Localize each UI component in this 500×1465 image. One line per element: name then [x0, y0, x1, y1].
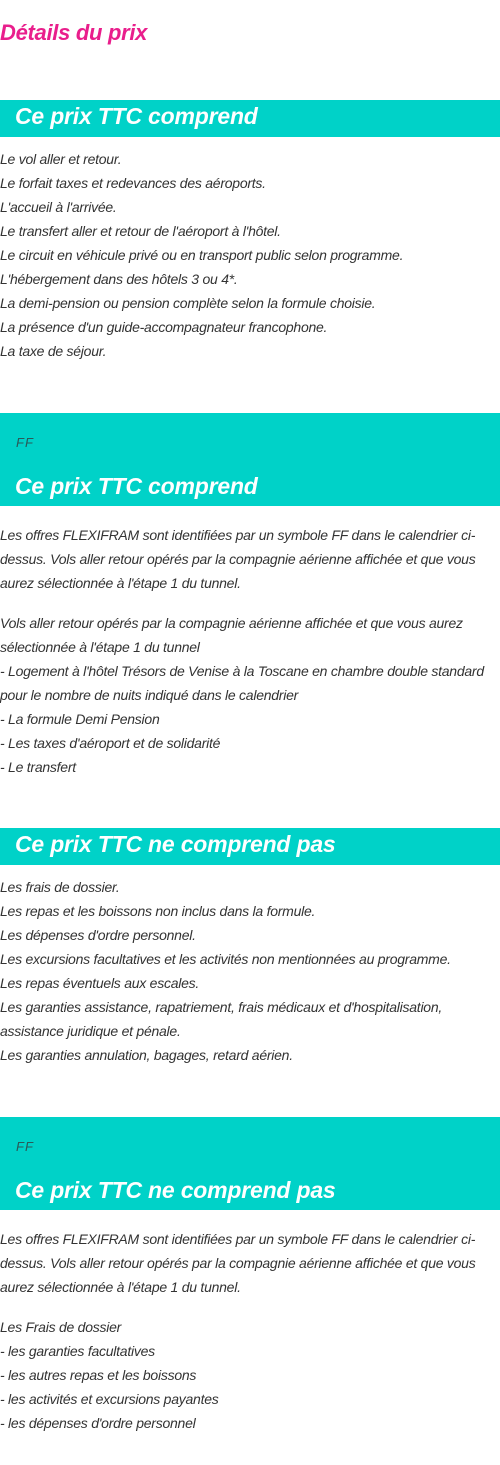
list-item: - les autres repas et les boissons: [0, 1367, 197, 1383]
list-item: L'hébergement dans des hôtels 3 ou 4*.: [0, 271, 238, 287]
ff-symbol: FF: [16, 1139, 34, 1154]
list-item: L'accueil à l'arrivée.: [0, 199, 117, 215]
ff-included-list: [0, 611, 500, 779]
section-header-band: [0, 1117, 500, 1210]
list-item: Le transfert aller et retour de l'aéroport à l'hôtel.: [0, 223, 281, 239]
section-header-band: [0, 828, 500, 865]
list-item: - les activités et excursions payantes: [0, 1391, 219, 1407]
list-item: Vols aller retour opérés par la compagnie aérienne affichée et que vous aurez sélectionnée à l'étape 1 du tunnel: [0, 615, 463, 655]
section-header-band: [0, 413, 500, 506]
ff-intro-text: Les offres FLEXIFRAM sont identifiées par un symbole FF dans le calendrier ci-dessus. Vols aller retour opérés par la compagnie aérienne affichée et que vous aurez sélectionnée à l'étape 1 du tunnel.: [0, 527, 476, 591]
list-item: Les dépenses d'ordre personnel.: [0, 927, 196, 943]
ff-intro-text: Les offres FLEXIFRAM sont identifiées par un symbole FF dans le calendrier ci-dessus. Vols aller retour opérés par la compagnie aérienne affichée et que vous aurez sélectionnée à l'étape 1 du tunnel.: [0, 1231, 476, 1295]
list-item: Les Frais de dossier: [0, 1319, 122, 1335]
list-item: La taxe de séjour.: [0, 343, 107, 359]
not-included-list: [0, 875, 500, 1067]
list-item: - Logement à l'hôtel Trésors de Venise à la Toscane en chambre double standard pour le nombre de nuits indiqué dans le calendrier: [0, 663, 484, 703]
section-heading: Ce prix TTC comprend: [15, 103, 258, 129]
list-item: - les dépenses d'ordre personnel: [0, 1415, 196, 1431]
list-item: Les garanties annulation, bagages, retard aérien.: [0, 1047, 293, 1063]
list-item: Le forfait taxes et redevances des aéroports.: [0, 175, 266, 191]
list-item: - Le transfert: [0, 759, 76, 775]
page-title: Détails du prix: [0, 20, 148, 45]
list-item: Le vol aller et retour.: [0, 151, 122, 167]
section-ff-included: [0, 413, 500, 779]
section-header-band: [0, 100, 500, 137]
list-item: - les garanties facultatives: [0, 1343, 155, 1359]
list-item: Le circuit en véhicule privé ou en transport public selon programme.: [0, 247, 404, 263]
section-heading: Ce prix TTC comprend: [15, 473, 258, 499]
list-item: Les repas et les boissons non inclus dans la formule.: [0, 903, 316, 919]
list-item: - La formule Demi Pension: [0, 711, 160, 727]
section-ff-not-included: [0, 1117, 500, 1435]
section-not-included: [0, 828, 500, 1067]
section-heading: Ce prix TTC ne comprend pas: [15, 831, 336, 857]
list-item: Les excursions facultatives et les activités non mentionnées au programme.: [0, 951, 451, 967]
ff-not-included-list: [0, 1315, 500, 1435]
list-item: Les repas éventuels aux escales.: [0, 975, 200, 991]
ff-symbol: FF: [16, 435, 34, 450]
section-heading: Ce prix TTC ne comprend pas: [15, 1177, 336, 1203]
list-item: La demi-pension ou pension complète selon la formule choisie.: [0, 295, 376, 311]
list-item: - Les taxes d'aéroport et de solidarité: [0, 735, 221, 751]
section-included: [0, 100, 500, 363]
included-list: [0, 147, 500, 363]
list-item: Les frais de dossier.: [0, 879, 120, 895]
list-item: La présence d'un guide-accompagnateur francophone.: [0, 319, 328, 335]
list-item: Les garanties assistance, rapatriement, frais médicaux et d'hospitalisation, assistance juridique et pénale.: [0, 999, 443, 1039]
